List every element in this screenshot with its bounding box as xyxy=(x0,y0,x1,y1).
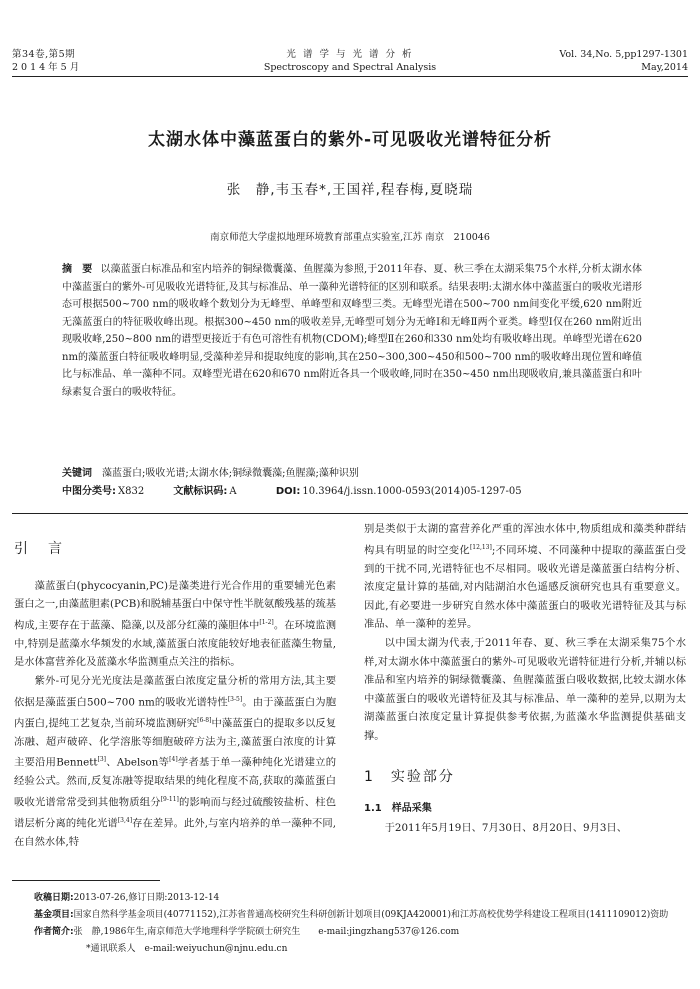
classification-row xyxy=(62,483,652,501)
abstract-text: 以藻蓝蛋白标准品和室内培养的铜绿微囊藻、鱼腥藻为参照,于2011年春、夏、秋三季在太湖采集75个水样,分析太湖水体中藻蓝蛋白的紫外-可见吸收光谱特征,及其与标准品、单一藻种光谱特征的区别和联系。结果表明:太湖水体中藻蓝蛋白的吸收光谱形态可根据500~700 nm的吸收峰个数划分为无峰型、单峰型和双峰型三类。无峰型光谱在500~700 nm间变化平缓,620 nm附近无藻蓝蛋白的特征吸收峰出现。根据300~450 nm的吸收差异,无峰型可划分为无峰Ⅰ和无峰Ⅱ两个亚类。峰型Ⅰ仅在260 nm附近出现吸收峰,250~800 nm的谱型更接近于有色可溶性有机物(CDOM);峰型Ⅱ在260和330 nm处均有吸收峰出现。单峰型光谱在620 nm的藻蓝蛋白特征吸收峰明显,受藻种差异和提取纯度的影响,其在250~300,300~450和500~700 nm的吸收峰出现位置和峰值比与标准品、单一藻种不同。双峰型光谱在620和670 nm附近各具一个吸收峰,同时在350~450 nm出现吸收肩,兼具藻蓝蛋白和叶绿素复合蛋白的吸收特征。 xyxy=(62,264,643,398)
subsection-1-1-heading: 1.1 样品采集 xyxy=(364,803,432,815)
doc-code-label: 文献标识码: xyxy=(173,486,228,497)
clc-label: 中图分类号: xyxy=(62,486,116,497)
abstract-rule xyxy=(12,513,688,514)
clc-value: X832 xyxy=(118,486,145,497)
keywords-text: 藻蓝蛋白;吸收光谱;太湖水体;铜绿微囊藻;鱼腥藻;藻种识别 xyxy=(102,468,359,479)
keywords-label: 关键词 xyxy=(62,468,92,479)
issue-date: 2014年5月 xyxy=(12,62,83,73)
doi-value: 10.3964/j.issn.1000-0593(2014)05-1297-05 xyxy=(302,486,522,497)
intro-paragraph-3: 别是类似于太湖的富营养化严重的浑浊水体中,物质组成和藻类种群结构具有明显的时空变化[12,13];不同环境、不同藻种中提取的藻蓝蛋白受到的干扰不同,光谱特征也不尽相同。吸收光谱是藻蓝蛋白结构分析、浓度定量计算的基础,对内陆湖泊水色遥感反演研究也具有重要意义。因此,有必要进一步研究自然水体中藻蓝蛋白的吸收光谱特征及其与标准品、单一藻种的差异。 xyxy=(364,523,687,631)
intro-paragraph-4: 以中国太湖为代表,于2011年春、夏、秋三季在太湖采集75个水样,对太湖水体中藻蓝蛋白的紫外-可见吸收光谱特征进行分析,并辅以标准品和室内培养的铜绿微囊藻、鱼腥藻蓝蛋白吸收数据,比较太湖水体中藻蓝蛋白的吸收光谱特征及其与标准品、单一藻种的差异,以期为太湖藻蓝蛋白浓度定量计算提供参考依据,为蓝藻水华监测提供基础支撑。 xyxy=(364,636,686,742)
volume-pages: Vol. 34,No. 5,pp1297-1301 xyxy=(559,49,688,60)
keywords-block xyxy=(62,465,652,501)
author-info: 作者简介:张 静,1986年生,南京师范大学地理科学学院硕士研究生 e-mail:jingzhang537@126.com xyxy=(34,927,460,937)
volume-issue: 第34卷,第5期 xyxy=(12,49,76,60)
footnote xyxy=(34,890,674,958)
doi-label: DOI: xyxy=(275,486,301,497)
journal-name-en: Spectroscopy and Spectral Analysis xyxy=(263,62,437,73)
intro-paragraph-1: 藻蓝蛋白(phycocyanin,PC)是藻类进行光合作用的重要辅光色素蛋白之一,由藻蓝胆素(PCB)和脱辅基蛋白中保守性半胱氨酸残基的巯基构成,主要存在于蓝藻、隐藻,以及部分红藻的藻胆体中[1-2]。在环境监测中,特别是蓝藻水华频发的水域,藻蓝蛋白浓度能较好地表征蓝藻生物量,是水体富营养化及蓝藻水华监测重点关注的指标。 xyxy=(14,579,336,669)
author-list: 张 静,韦玉春*,王国祥,程春梅,夏晓瑞 xyxy=(226,182,474,198)
abstract-label: 摘 要 xyxy=(62,264,93,275)
footnote-rule xyxy=(12,880,160,881)
journal-name-cn: 光 谱 学 与 光 谱 分 析 xyxy=(286,49,414,60)
section1-heading: 1 实验部分 xyxy=(364,768,455,785)
fund-info: 基金项目:国家自然科学基金项目(40771152),江苏省普通高校研究生科研创新计划项目(09KJA420001)和江苏高校优势学科建设工程项目(1411109012)资助 xyxy=(34,910,669,920)
abstract xyxy=(62,261,642,401)
section1-paragraph: 于2011年5月19日、7月30日、8月20日、9月3日、 xyxy=(384,821,628,834)
paper-title: 太湖水体中藻蓝蛋白的紫外-可见吸收光谱特征分析 xyxy=(147,130,553,150)
month-year: May,2014 xyxy=(641,62,688,73)
journal-pages xyxy=(559,48,688,74)
header-rule xyxy=(12,76,688,77)
doc-code-value: A xyxy=(229,486,237,497)
affiliation: 南京师范大学虚拟地理环境教育部重点实验室,江苏 南京 210046 xyxy=(210,232,490,243)
right-column xyxy=(364,520,686,837)
left-column xyxy=(14,520,336,851)
intro-paragraph-2: 紫外-可见分光光度法是藻蓝蛋白浓度定量分析的常用方法,其主要依据是藻蓝蛋白500~700 nm的吸收光谱特性[3-5]。由于藻蓝蛋白为胞内蛋白,提纯工艺复杂,当前环境监测研究[6-8]中藻蓝蛋白的提取多以反复冻融、超声破碎、化学溶胀等细胞破碎方法为主,藻蓝蛋白浓度的计算主要沿用Bennett[3]、Abelson等[4]学者基于单一藻种纯化光谱建立的经验公式。然而,反复冻融等提取结果的纯化程度不高,获取的藻蓝蛋白吸收光谱常常受到其他物质组分[9-11]的影响而与经过硫酸铵盐析、柱色谱层析分离的纯化光谱[3,4]存在差异。此外,与室内培养的单一藻种不同,在自然水体,特 xyxy=(14,674,337,848)
received-date: 收稿日期:2013-07-26,修订日期:2013-12-14 xyxy=(34,893,220,903)
intro-heading: 引 言 xyxy=(14,541,65,557)
corresponding-author: *通讯联系人 e-mail:weiyuchun@njnu.edu.cn xyxy=(86,944,288,954)
